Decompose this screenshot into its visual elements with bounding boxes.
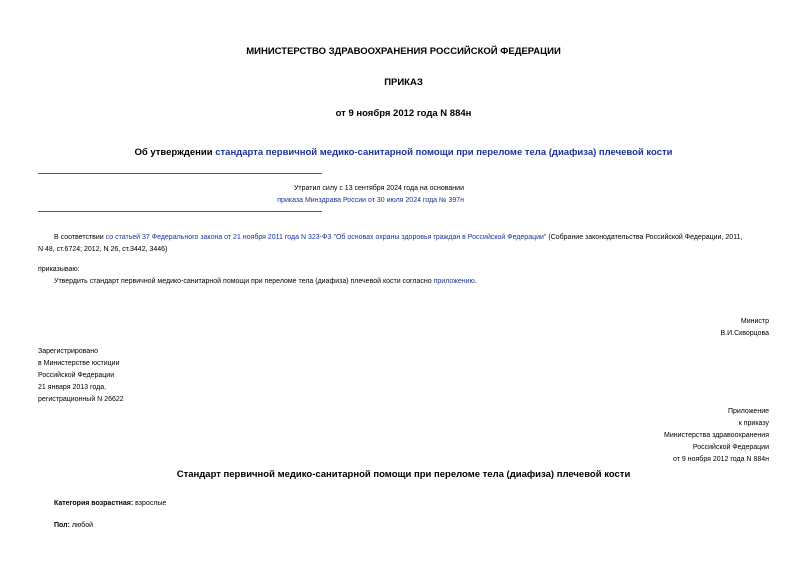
- appendix-line: Приложение: [727, 408, 769, 415]
- registration-line: Зарегистрировано: [38, 348, 98, 355]
- doc-date-number: от 9 ноября 2012 года N 884н: [335, 108, 472, 119]
- preamble-prefix: В соответствии: [54, 234, 106, 241]
- title-prefix: Об утверждении: [134, 147, 216, 158]
- sex-value: любой: [69, 522, 94, 529]
- order-paragraph: Утвердить стандарт первичной медико-санитарной помощи при переломе тела (диафиза) плечевой кости согласно приложению.: [54, 278, 477, 285]
- validity-rule-top: [38, 173, 322, 174]
- registration-block: [38, 346, 124, 406]
- preamble-line2: N 48, ст.6724; 2012, N 26, ст.3442, 3446): [38, 246, 168, 253]
- appendix-line: к приказу: [738, 420, 769, 427]
- appendix-line: Российской Федерации: [692, 444, 769, 451]
- validity-rule-bottom: [38, 211, 322, 212]
- appendix-line: Министерства здравоохранения: [664, 432, 769, 439]
- sex-label: Пол:: [54, 522, 70, 529]
- registration-line: регистрационный N 26622: [38, 396, 124, 403]
- validity-block: [38, 183, 464, 207]
- appendix-link[interactable]: приложению: [433, 278, 475, 285]
- preamble-suffix: (Собрание законодательства Российской Федерации, 2011,: [546, 234, 743, 241]
- document-title: [0, 147, 807, 158]
- registration-line: Российской Федерации: [38, 372, 115, 379]
- law-article-link[interactable]: со статьей 37 Федерального закона от 21 ноября 2011 года N 323-ФЗ "Об основах охраны здоровья граждан в Российской Федерации": [105, 234, 547, 241]
- validity-order-link[interactable]: приказа Минздрава России от 30 июля 2024 года № 397н: [277, 197, 464, 204]
- signature-position: Министр: [740, 318, 769, 325]
- preamble-paragraph: [38, 232, 778, 256]
- order-word: приказываю:: [38, 266, 80, 273]
- sex-row: [54, 520, 93, 532]
- signature-name: В.И.Скворцова: [720, 330, 769, 337]
- age-category-label: Категория возрастная:: [54, 500, 134, 507]
- age-category-value: взрослые: [133, 500, 167, 507]
- title-standard-link[interactable]: стандарта первичной медико-санитарной помощи при переломе тела (диафиза) плечевой кости: [215, 147, 673, 158]
- registration-line: 21 января 2013 года,: [38, 384, 107, 391]
- validity-line: Утратил силу с 13 сентября 2024 года на основании: [293, 185, 464, 192]
- appendix-line: от 9 ноября 2012 года N 884н: [673, 456, 769, 463]
- order-text: Утвердить стандарт первичной медико-санитарной помощи при переломе тела (диафиза) плечевой кости согласно: [54, 278, 434, 285]
- appendix-block: [664, 406, 769, 466]
- standard-title: Стандарт первичной медико-санитарной помощи при переломе тела (диафиза) плечевой кости: [176, 469, 631, 480]
- registration-line: в Министерстве юстиции: [38, 360, 120, 367]
- signature-block: [721, 316, 770, 340]
- ministry-heading: МИНИСТЕРСТВО ЗДРАВООХРАНЕНИЯ РОССИЙСКОЙ ФЕДЕРАЦИИ: [246, 46, 561, 57]
- doc-type-heading: ПРИКАЗ: [384, 77, 423, 88]
- age-category-row: [54, 498, 166, 510]
